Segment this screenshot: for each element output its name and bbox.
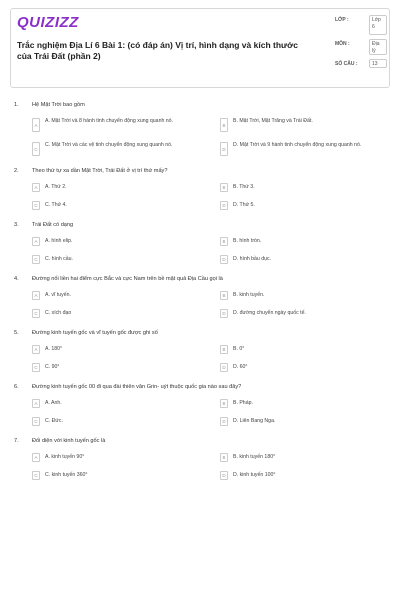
question-number: 4.	[14, 276, 19, 282]
answer-options	[14, 237, 386, 264]
answer-option-a[interactable]	[32, 453, 208, 462]
option-text: D. hình bầu dục.	[233, 256, 272, 262]
option-letter-box: C	[32, 471, 40, 480]
option-text: A. vĩ tuyến.	[45, 292, 71, 298]
meta-row-socau	[335, 59, 397, 68]
answer-options	[14, 117, 386, 156]
answer-option-d[interactable]	[220, 471, 400, 480]
option-letter-box: B	[220, 453, 228, 462]
answer-option-b[interactable]	[220, 237, 400, 246]
answer-option-a[interactable]	[32, 117, 208, 132]
option-text: A. Anh.	[45, 400, 62, 406]
worksheet-header	[10, 8, 390, 88]
answer-option-d[interactable]	[220, 255, 400, 264]
option-text: D. 60°	[233, 364, 248, 370]
question-number: 2.	[14, 168, 19, 174]
option-letter-box: C	[32, 255, 40, 264]
option-text: B. kinh tuyến 180°	[233, 454, 276, 460]
option-text: A. 180°	[45, 346, 63, 352]
option-letter-box: B	[220, 291, 228, 300]
question-text: Đường kinh tuyến gốc 00 đi qua đài thiên văn Grin- uýt thuộc quốc gia nào sau đây?	[32, 384, 242, 390]
mon-value: Địa lý	[369, 39, 387, 55]
question-item	[14, 276, 386, 318]
answer-option-b[interactable]	[220, 399, 400, 408]
answer-option-c[interactable]	[32, 363, 208, 372]
answer-option-d[interactable]	[220, 201, 400, 210]
question-header	[14, 384, 386, 390]
option-text: C. Mặt Trời và các vệ tinh chuyển động xung quanh nó.	[45, 142, 173, 148]
option-letter-box: C	[32, 309, 40, 318]
answer-option-c[interactable]	[32, 471, 208, 480]
question-text: Theo thứ tự xa dần Mặt Trời, Trái Đất ở vị trí thứ mấy?	[32, 168, 168, 174]
answer-options	[14, 183, 386, 210]
option-letter-box: A	[32, 399, 40, 408]
option-text: D. Liên Bang Nga.	[233, 418, 276, 424]
option-letter-box: B	[220, 118, 228, 132]
option-text: C. Đức.	[45, 418, 63, 424]
answer-options	[14, 345, 386, 372]
question-item	[14, 330, 386, 372]
option-letter-box: C	[32, 363, 40, 372]
lop-label: LỚP :	[335, 17, 349, 23]
question-number: 6.	[14, 384, 19, 390]
question-header	[14, 330, 386, 336]
option-letter-box: C	[32, 417, 40, 426]
option-letter-box: A	[32, 345, 40, 354]
option-text: D. Mặt Trời và 9 hành tinh chuyển động xung quanh nó.	[233, 142, 362, 148]
option-letter-box: C	[32, 201, 40, 210]
question-text: Đường kinh tuyến gốc và vĩ tuyến gốc được ghi số	[32, 330, 158, 336]
option-letter-box: D	[220, 201, 228, 210]
option-text: C. hình cầu.	[45, 256, 73, 262]
option-text: B. Mặt Trời, Mặt Trăng và Trái Đất.	[233, 118, 313, 124]
answer-option-a[interactable]	[32, 399, 208, 408]
answer-option-a[interactable]	[32, 291, 208, 300]
answer-option-d[interactable]	[220, 417, 400, 426]
answer-options	[14, 453, 386, 480]
meta-row-lop	[335, 15, 397, 35]
option-text: B. 0°	[233, 346, 245, 352]
option-text: C. xích đạo	[45, 310, 72, 316]
option-text: C. kinh tuyến 360°	[45, 472, 88, 478]
answer-option-b[interactable]	[220, 453, 400, 462]
answer-option-b[interactable]	[220, 291, 400, 300]
option-letter-box: D	[220, 363, 228, 372]
option-letter-box: D	[220, 255, 228, 264]
answer-option-d[interactable]	[220, 309, 400, 318]
answer-option-d[interactable]	[220, 363, 400, 372]
option-letter-box: B	[220, 399, 228, 408]
option-letter-box: A	[32, 118, 40, 132]
answer-option-a[interactable]	[32, 183, 208, 192]
question-text: Đối diện với kinh tuyến gốc là	[32, 438, 106, 444]
answer-options	[14, 399, 386, 426]
question-number: 1.	[14, 102, 19, 108]
option-text: A. hình elip.	[45, 238, 73, 244]
question-header	[14, 276, 386, 282]
option-text: A. Mặt Trời và 8 hành tinh chuyển động xung quanh nó.	[45, 118, 173, 124]
answer-option-c[interactable]	[32, 255, 208, 264]
answer-option-c[interactable]	[32, 417, 208, 426]
option-letter-box: D	[220, 471, 228, 480]
option-text: C. Thứ 4.	[45, 202, 67, 208]
question-number: 7.	[14, 438, 19, 444]
question-item	[14, 384, 386, 426]
socau-label: SỐ CÂU :	[335, 61, 358, 67]
option-letter-box: B	[220, 345, 228, 354]
option-letter-box: B	[220, 237, 228, 246]
question-list	[10, 102, 390, 480]
answer-option-b[interactable]	[220, 117, 400, 132]
option-text: A. Thứ 2.	[45, 184, 67, 190]
worksheet-title: Trắc nghiệm Địa Lí 6 Bài 1: (có đáp án) Vị trí, hình dạng và kích thước của Trái Đất (phần 2)	[17, 40, 298, 61]
answer-option-b[interactable]	[220, 345, 400, 354]
option-letter-box: B	[220, 183, 228, 192]
option-text: B. Pháp.	[233, 400, 253, 406]
question-item	[14, 438, 386, 480]
question-header	[14, 168, 386, 174]
option-letter-box: D	[220, 309, 228, 318]
answer-options	[14, 291, 386, 318]
option-text: D. kinh tuyến 100°	[233, 472, 276, 478]
question-text: Trái Đất có dạng	[32, 222, 74, 228]
option-text: D. Thứ 5.	[233, 202, 255, 208]
answer-option-c[interactable]	[32, 201, 208, 210]
meta-row-mon	[335, 39, 397, 55]
answer-option-c[interactable]	[32, 309, 208, 318]
mon-label: MÔN :	[335, 41, 350, 47]
question-number: 3.	[14, 222, 19, 228]
option-letter-box: A	[32, 183, 40, 192]
answer-option-a[interactable]	[32, 345, 208, 354]
question-text: Hệ Mặt Trời bao gồm	[32, 102, 85, 108]
question-item	[14, 102, 386, 156]
option-letter-box: D	[220, 417, 228, 426]
option-letter-box: C	[32, 142, 40, 156]
worksheet-meta	[335, 15, 397, 72]
option-letter-box: D	[220, 142, 228, 156]
question-header	[14, 438, 386, 444]
option-text: B. kinh tuyến.	[233, 292, 265, 298]
answer-option-d[interactable]	[220, 141, 400, 156]
question-item	[14, 168, 386, 210]
question-header	[14, 222, 386, 228]
option-text: B. Thứ 3.	[233, 184, 255, 190]
option-text: A. kinh tuyến 90°	[45, 454, 85, 460]
question-item	[14, 222, 386, 264]
option-text: B. hình tròn.	[233, 238, 262, 244]
option-text: D. đường chuyển ngày quốc tế.	[233, 310, 306, 316]
socau-value: 13	[369, 59, 387, 68]
question-header	[14, 102, 386, 108]
option-letter-box: A	[32, 453, 40, 462]
option-text: C. 90°	[45, 364, 60, 370]
option-letter-box: A	[32, 291, 40, 300]
answer-option-a[interactable]	[32, 237, 208, 246]
question-text: Đường nối liền hai điểm cực Bắc và cực Nam trên bề mặt quả Địa Cầu gọi là	[32, 276, 223, 282]
answer-option-b[interactable]	[220, 183, 400, 192]
lop-value: Lớp 6	[369, 15, 387, 35]
question-number: 5.	[14, 330, 19, 336]
option-letter-box: A	[32, 237, 40, 246]
answer-option-c[interactable]	[32, 141, 208, 156]
quizizz-logo[interactable]: QUIZIZZ	[17, 14, 79, 31]
